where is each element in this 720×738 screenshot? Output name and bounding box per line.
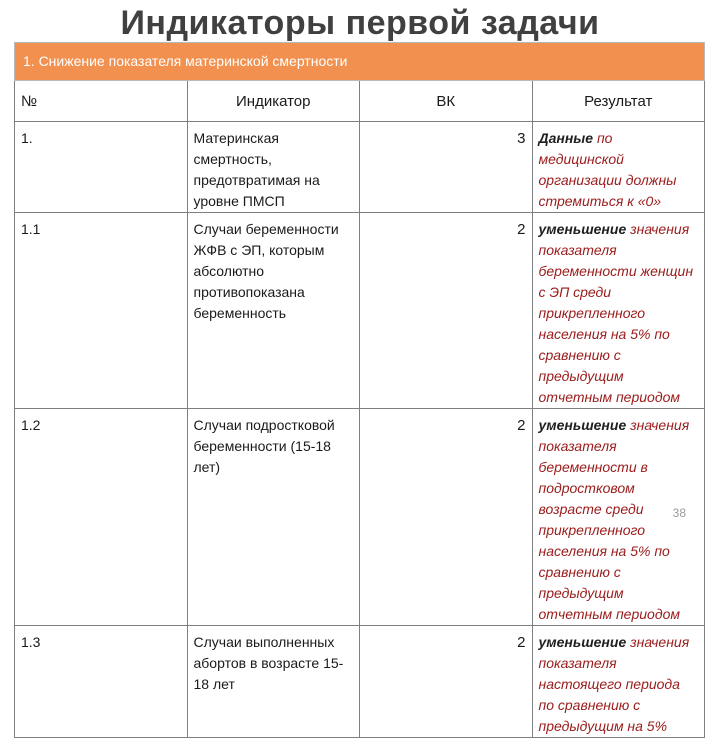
header-vk: ВК xyxy=(360,81,533,122)
slide-title: Индикаторы первой задачи xyxy=(120,4,600,42)
row-indicator: Случаи выполненных абортов в возрасте 15-18 лет xyxy=(187,626,360,738)
header-indicator: Индикатор xyxy=(187,81,360,122)
result-keyword: уменьшение xyxy=(538,634,627,650)
task-banner: 1. Снижение показателя материнской смертности xyxy=(15,43,705,81)
row-result xyxy=(532,122,705,213)
table-row xyxy=(15,213,705,409)
result-text: по медицинской организации должны стремиться к «0» xyxy=(538,130,677,209)
row-number: 1.1 xyxy=(15,213,188,409)
row-indicator: Случаи подростковой беременности (15-18 лет) xyxy=(187,409,360,626)
result-text: значения показателя беременности в подростковом возрасте среди прикрепленного населения на 5% по сравнению с предыдущим отчетным периодом xyxy=(538,417,690,622)
row-result xyxy=(532,626,705,738)
table-row xyxy=(15,409,705,626)
table-row xyxy=(15,122,705,213)
row-number: 1.3 xyxy=(15,626,188,738)
row-result xyxy=(532,213,705,409)
result-keyword: Данные xyxy=(538,130,594,146)
result-keyword: уменьшение xyxy=(538,417,627,433)
header-no: № xyxy=(15,81,188,122)
result-text: значения показателя беременности женщин с ЭП среди прикрепленного населения на 5% по сравнению с предыдущим отчетным периодом xyxy=(538,221,694,405)
row-indicator: Материнская смертность, предотвратимая на уровне ПМСП xyxy=(187,122,360,213)
header-result: Результат xyxy=(532,81,705,122)
table-row xyxy=(15,626,705,738)
result-text: значения показателя настоящего периода по сравнению с предыдущим на 5% xyxy=(538,634,690,734)
row-vk: 2 xyxy=(360,626,533,738)
task-banner-row xyxy=(15,43,705,81)
row-number: 1.2 xyxy=(15,409,188,626)
page-number: 38 xyxy=(672,506,686,520)
indicators-table xyxy=(14,42,705,738)
row-indicator: Случаи беременности ЖФВ с ЭП, которым абсолютно противопоказана беременность xyxy=(187,213,360,409)
row-number: 1. xyxy=(15,122,188,213)
row-vk: 2 xyxy=(360,213,533,409)
row-vk: 3 xyxy=(360,122,533,213)
result-keyword: уменьшение xyxy=(538,221,627,237)
row-vk: 2 xyxy=(360,409,533,626)
table-header-row xyxy=(15,81,705,122)
